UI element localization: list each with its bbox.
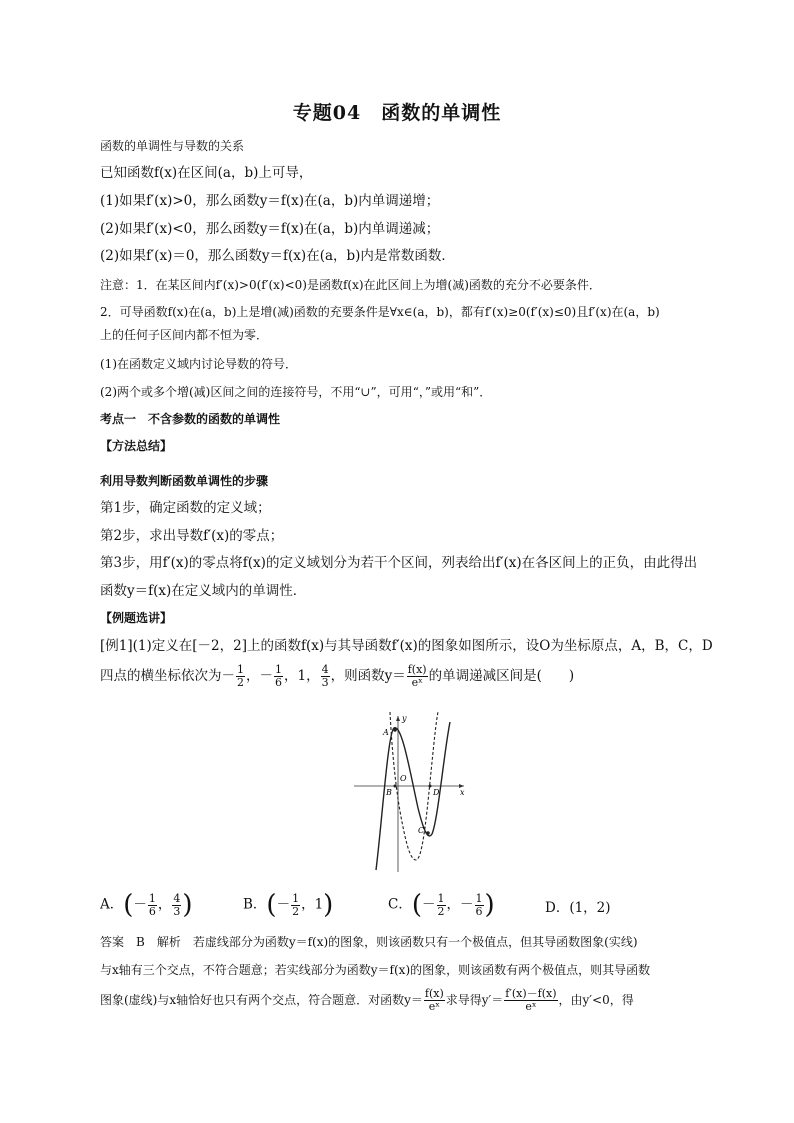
label-d: D xyxy=(433,788,440,797)
fraction: $\frac{1}{6}$ xyxy=(475,891,483,918)
page-title: 专题04 函数的单调性 xyxy=(292,102,502,124)
choice-c[interactable]: C．(－ $\frac{1}{2}$ ，－ $\frac{1}{6}$ ) xyxy=(388,890,495,920)
label-x: x xyxy=(460,788,465,797)
note-line: 2．可导函数f(x)在(a，b)上是增(减)函数的充要条件是∀x∈(a，b)，都有f′(x)≥0(f′(x)≤0)且f′(x)在(a，b) xyxy=(100,305,660,319)
intro-line: 已知函数f(x)在区间(a，b)上可导， xyxy=(100,165,313,181)
step-line: 第3步，用f′(x)的零点将f(x)的定义域划分为若干个区间，列表给出f′(x)在各区间上的正负，由此得出 xyxy=(100,555,698,571)
q-text: ，则函数y＝ xyxy=(330,668,406,684)
a-text: 求导得y′＝ xyxy=(445,993,504,1007)
note-line: (1)在函数定义域内讨论导数的符号． xyxy=(100,357,297,371)
fraction: $\frac{4}{3}$ xyxy=(321,663,329,689)
fraction: $\frac{1}{2}$ xyxy=(292,891,300,918)
method-heading: 【方法总结】 xyxy=(100,439,173,453)
point-d xyxy=(429,785,432,788)
a-text: 图象(虚线)与x轴恰好也只有两个交点，符合题意．对函数y＝ xyxy=(100,993,423,1007)
choice-b[interactable]: B．(－ $\frac{1}{2}$ ，1) xyxy=(243,890,334,920)
fraction: $\frac{f(x)}{\text{eˣ}}$ xyxy=(407,663,427,689)
function-graph xyxy=(350,712,470,874)
point-b xyxy=(394,785,397,788)
fraction: $\frac{1}{6}$ xyxy=(148,891,156,918)
q-text: ，1， xyxy=(284,668,320,684)
q-text: 四点的横坐标依次为－ xyxy=(100,668,235,684)
step-line: 第2步，求出导数f′(x)的零点； xyxy=(100,528,284,544)
choice-label: A． xyxy=(100,896,124,913)
y-axis-arrow xyxy=(396,716,400,721)
intro-line: (2)如果f′(x)＝0，那么函数y＝f(x)在(a，b)内是常数函数． xyxy=(100,248,455,264)
answer-line: 答案 B 解析 若虚线部分为函数y＝f(x)的图象，则该函数只有一个极值点，但其导函数图象(实线) xyxy=(100,935,638,949)
intro-line: (1)如果f′(x)>0，那么函数y＝f(x)在(a，b)内单调递增； xyxy=(100,193,440,209)
fraction: $\frac{f(x)}{\text{eˣ}}$ xyxy=(424,987,444,1013)
label-b: B xyxy=(386,788,392,797)
label-c: C xyxy=(418,826,425,835)
note-line: 注意：1．在某区间内f′(x)>0(f′(x)<0)是函数f(x)在此区间上为增(减)函数的充分不必要条件． xyxy=(100,278,601,292)
example-question-line2 xyxy=(100,664,724,694)
note-line: 上的任何子区间内都不恒为零． xyxy=(100,328,269,342)
answer-line: 与x轴有三个交点，不符合题意；若实线部分为函数y＝f(x)的图象，则该函数有两个极值点，则其导函数 xyxy=(100,963,651,977)
q-text: 的单调递减区间是( ) xyxy=(428,668,575,684)
point-c xyxy=(426,831,430,835)
fraction: $\frac{f'(x)-f(x)}{\text{eˣ}}$ xyxy=(505,987,557,1013)
section-heading: 考点一 不含参数的函数的单调性 xyxy=(100,412,281,426)
fraction: $\frac{1}{6}$ xyxy=(275,663,282,689)
answer-line xyxy=(100,988,724,1020)
intro-heading: 函数的单调性与导数的关系 xyxy=(100,139,245,153)
choice-label: C． xyxy=(388,896,412,913)
choice-d[interactable]: D．(1，2) xyxy=(545,900,611,916)
choice-text: 1 xyxy=(314,896,324,913)
label-o: O xyxy=(400,774,407,783)
note-line: (2)两个或多个增(减)区间之间的连接符号，不用“∪”，可用“，”或用“和”． xyxy=(100,385,492,399)
step-line: 第1步，确定函数的定义域； xyxy=(100,500,271,516)
fraction: $\frac{1}{2}$ xyxy=(437,891,445,918)
step-line: 函数y＝f(x)在定义域内的单调性． xyxy=(100,583,307,599)
point-a xyxy=(393,728,397,732)
choice-a[interactable]: A．(－ $\frac{1}{6}$ ， $\frac{4}{3}$ ) xyxy=(100,890,193,920)
q-text: ，－ xyxy=(246,668,273,684)
example-question: [例1](1)定义在[－2，2]上的函数f(x)与其导函数f′(x)的图象如图所示，设O为坐标原点，A，B，C，D xyxy=(100,638,713,654)
fraction: $\frac{1}{2}$ xyxy=(237,663,244,689)
examples-heading: 【例题选讲】 xyxy=(100,611,173,625)
fraction: $\frac{4}{3}$ xyxy=(173,891,181,918)
label-a: A xyxy=(383,728,389,737)
choice-label: B． xyxy=(243,896,267,913)
label-y: y xyxy=(402,714,407,723)
steps-title: 利用导数判断函数单调性的步骤 xyxy=(100,474,269,488)
a-text: ，由y′<0，得 xyxy=(558,993,634,1007)
intro-line: (2)如果f′(x)<0，那么函数y＝f(x)在(a，b)内单调递减； xyxy=(100,221,440,237)
